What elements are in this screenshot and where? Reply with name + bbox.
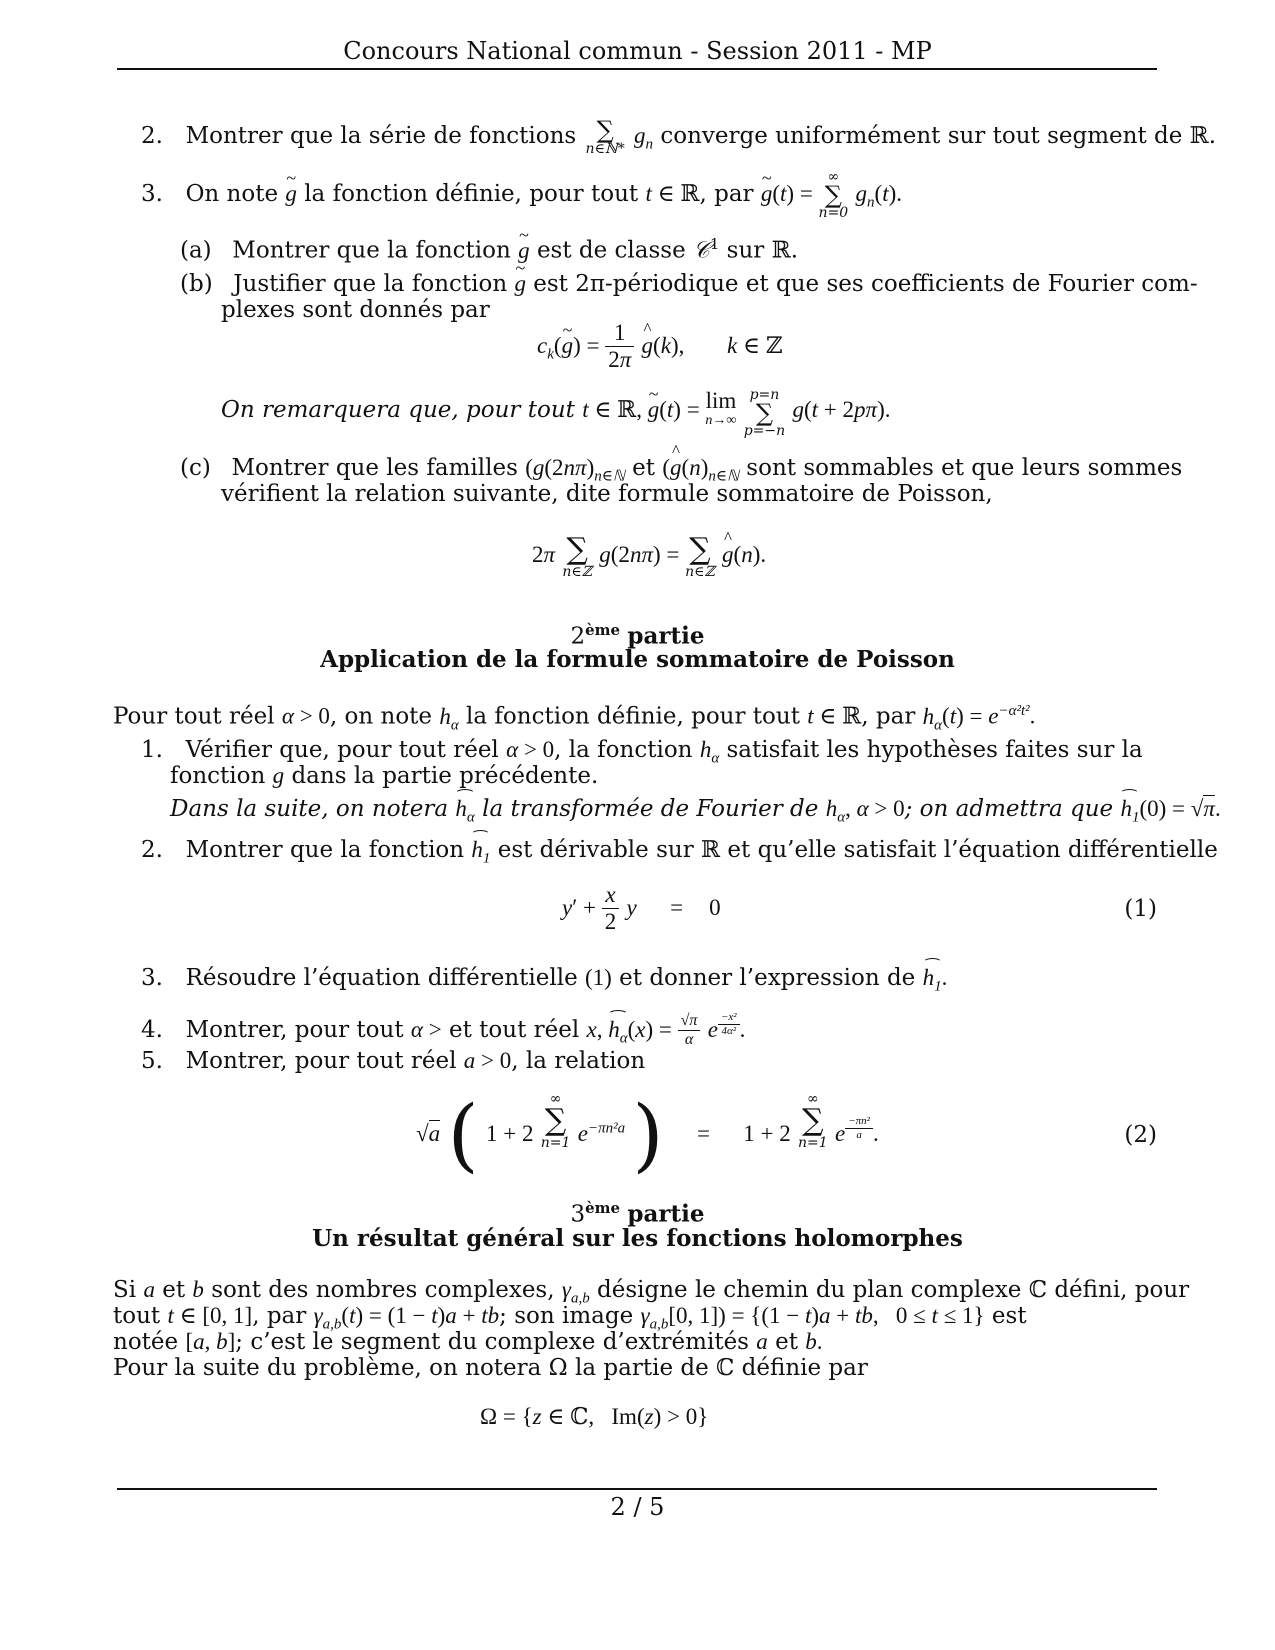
part2-question-3: 3. Résoudre l’équation différentielle (1) et donner l’expression de $h_1$. <box>141 965 948 995</box>
part2-heading-number: 2ème partie <box>570 621 705 650</box>
part3-paragraph-line3: notée [a, b]; c’est le segment du complexe d’extrémités a et b. <box>113 1329 823 1355</box>
header-rule <box>117 68 1157 70</box>
part2-question-1: 1. Vérifier que, pour tout réel α > 0, la fonction $h_\alpha$ satisfait les hypothèses faites sur la <box>141 737 1143 767</box>
page-number: 2 / 5 <box>610 1493 665 1521</box>
question-3a: (a) Montrer que la fonction ~ g est de classe 𝒞$^1$ sur ℝ. <box>180 236 798 264</box>
part3-heading-title: Un résultat général sur les fonctions holomorphes <box>312 1225 963 1252</box>
equation-2-number: (2) <box>1124 1122 1157 1148</box>
equation-omega: Ω = {z ∈ ℂ, Im(z) > 0} <box>480 1404 709 1429</box>
question-3: 3. On note ~ g la fonction définie, pour tout t ∈ ℝ, par ~ g(t) = ∞ ∑ n=0 $g_n(t)$. <box>141 170 902 220</box>
part3-paragraph-line4: Pour la suite du problème, on notera Ω la partie de ℂ définie par <box>113 1355 868 1381</box>
question-3c-line2: vérifient la relation suivante, dite formule sommatoire de Poisson, <box>221 481 993 507</box>
question-2: 2. Montrer que la série de fonctions ∑ n∈ℕ* $g_n$ converge uniformément sur tout segment de ℝ. <box>141 116 1217 157</box>
equation-2: √a ( 1 + 2 ∞ ∑ n=1 $e^{-\pi n^2a}$ ) = 1 + 2 ∞ ∑ n=1 e $^{\frac{\text{−πn²}}{a}}$ . <box>416 1088 879 1181</box>
part2-question-2: 2. Montrer que la fonction $h_1$ est dérivable sur ℝ et qu’elle satisfait l’équation différentielle <box>141 837 1218 867</box>
part2-question-1-line2: fonction g dans la partie précédente. <box>170 763 599 789</box>
question-3c: (c) Montrer que les familles ($g(2n\pi)_{n\in ℕ}$ et (^ $g(n)_{n\in ℕ}$ sont sommables et que leurs sommes <box>180 455 1182 486</box>
part2-question-4: 4. Montrer, pour tout α > et tout réel x, $h_\alpha(x)$ = $\frac{√\pi}{\alpha}$ e $^{\frac{\text{−x²}}{\text{4α²}}}$ . <box>141 1011 746 1049</box>
equation-1: y′ + $\frac{x}{2}$ y = 0 <box>562 882 721 935</box>
question-3b-line2: plexes sont donnés par <box>221 297 490 323</box>
remark-3b: On remarquera que, pour tout t ∈ ℝ, ~ g(t) = lim n→∞ p=n ∑ p=−n g(t + 2pπ). <box>221 388 890 438</box>
page-header: Concours National commun - Session 2011 - MP <box>343 37 932 65</box>
part2-question-1-remark: Dans la suite, on notera $h_\alpha$ la transformée de Fourier de $h_\alpha$, α > 0; on admettra que $h_1(0) = √\pi$. <box>170 796 1221 826</box>
part2-heading-title: Application de la formule sommatoire de Poisson <box>320 646 955 673</box>
part2-question-5: 5. Montrer, pour tout réel a > 0, la relation <box>141 1048 646 1074</box>
equation-poisson: 2π ∑ n∈ℤ g(2nπ) = ∑ n∈ℤ ^ g(n). <box>532 535 766 579</box>
part3-heading-number: 3ème partie <box>570 1199 705 1228</box>
equation-fourier-coeff: $c_k(\sim$ g) = $\frac{1}{2\pi}$ ^ g(k), k ∈ ℤ <box>537 320 783 374</box>
part2-intro: Pour tout réel α > 0, on note $h_\alpha$ la fonction définie, pour tout t ∈ ℝ, par $h_\alpha(t) = e^{-\alpha^2t^2}$. <box>113 703 1036 734</box>
equation-1-number: (1) <box>1124 896 1157 922</box>
part3-paragraph-line1: Si a et b sont des nombres complexes, $\gamma_{a,b}$ désigne le chemin du plan complexe ℂ défini, pour <box>113 1277 1190 1307</box>
question-3b: (b) Justifier que la fonction ~ g est 2π-périodique et que ses coefficients de Fourier com- <box>180 271 1198 297</box>
part3-paragraph-line2: tout t ∈ [0, 1], par $\gamma_{a,b}(t) = (1 - t)a$ + tb; son image $\gamma_{a,b}[0$, 1]) = {(1 − t)a + tb, 0 ≤ t ≤ 1} est <box>113 1303 1027 1333</box>
footer-rule <box>117 1488 1157 1490</box>
